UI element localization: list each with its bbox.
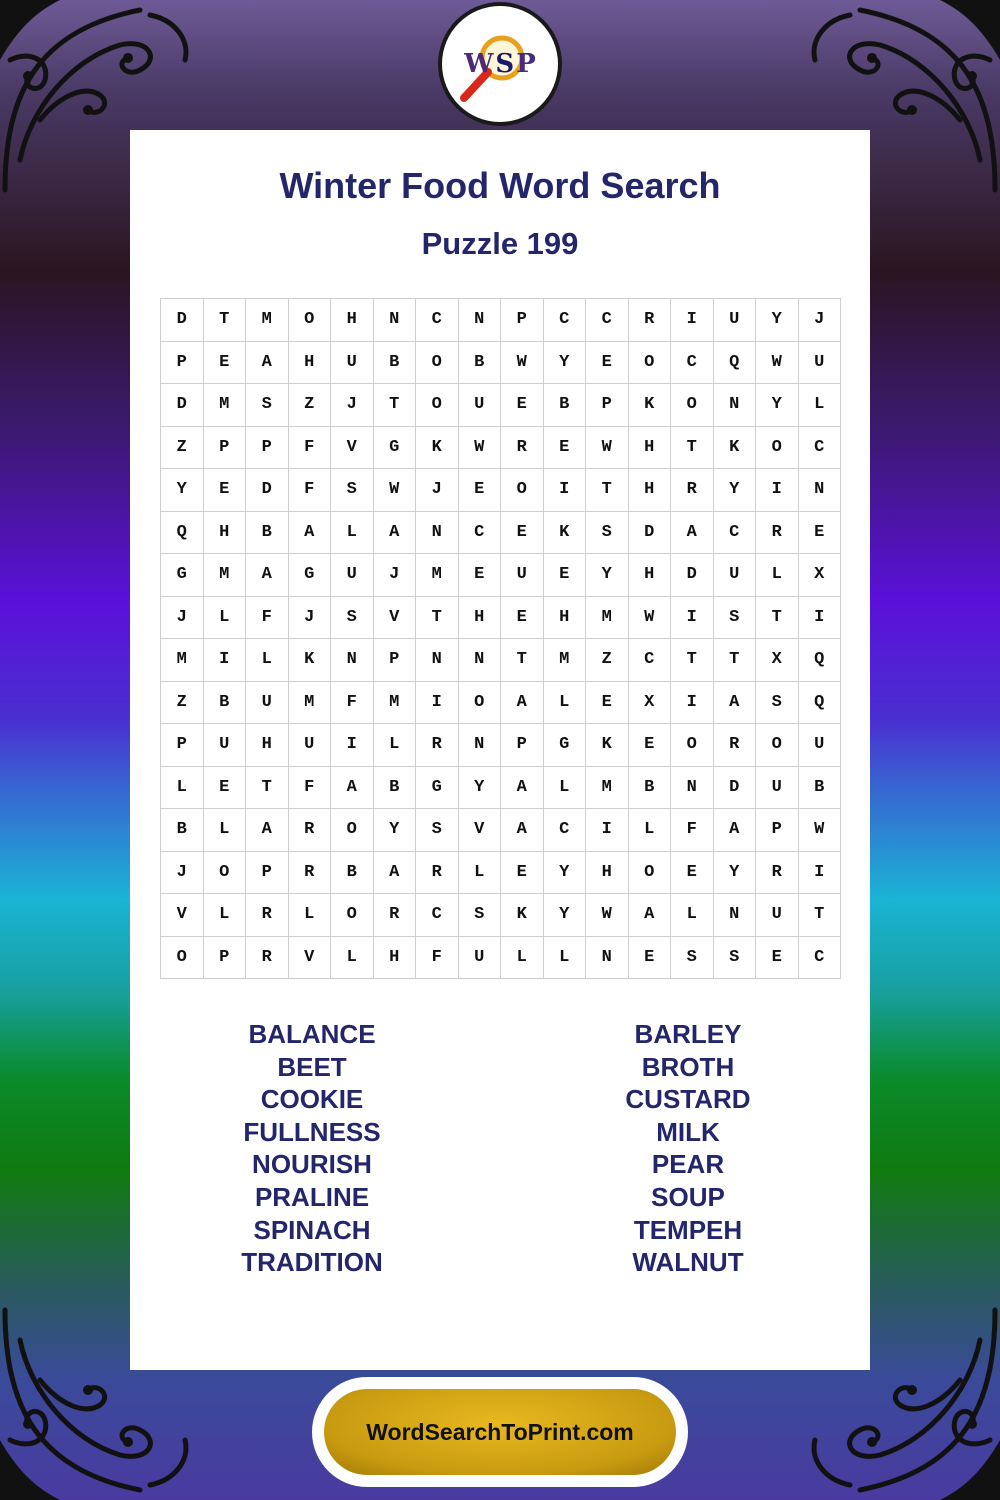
grid-cell[interactable]: U	[459, 384, 502, 427]
grid-cell[interactable]: L	[544, 682, 587, 725]
word-list-left	[200, 1018, 424, 1279]
grid-cell[interactable]: D	[714, 767, 757, 810]
grid-cell[interactable]: Y	[544, 852, 587, 895]
grid-cell[interactable]: V	[289, 937, 332, 980]
grid-cell[interactable]: R	[629, 299, 672, 342]
grid-cell[interactable]: X	[799, 554, 842, 597]
grid-cell[interactable]: N	[671, 767, 714, 810]
grid-cell[interactable]: O	[629, 852, 672, 895]
grid-cell[interactable]: L	[459, 852, 502, 895]
grid-cell[interactable]: H	[204, 512, 247, 555]
grid-cell[interactable]: N	[714, 894, 757, 937]
grid-cell[interactable]: A	[246, 554, 289, 597]
grid-cell[interactable]: G	[289, 554, 332, 597]
grid-cell[interactable]: L	[289, 894, 332, 937]
grid-cell[interactable]: M	[544, 639, 587, 682]
grid-cell[interactable]: E	[459, 469, 502, 512]
grid-cell[interactable]: G	[416, 767, 459, 810]
grid-cell[interactable]: F	[289, 767, 332, 810]
grid-cell[interactable]: T	[756, 597, 799, 640]
grid-cell[interactable]: B	[629, 767, 672, 810]
grid-cell[interactable]: N	[416, 639, 459, 682]
grid-cell[interactable]: U	[331, 554, 374, 597]
grid-cell[interactable]: R	[246, 937, 289, 980]
grid-cell[interactable]: F	[246, 597, 289, 640]
grid-cell[interactable]: N	[714, 384, 757, 427]
grid-cell[interactable]: I	[671, 299, 714, 342]
site-logo[interactable]	[438, 2, 562, 126]
grid-cell[interactable]: S	[331, 597, 374, 640]
grid-cell[interactable]: Y	[544, 342, 587, 385]
grid-cell[interactable]: B	[459, 342, 502, 385]
grid-cell[interactable]: F	[671, 809, 714, 852]
grid-cell[interactable]: G	[544, 724, 587, 767]
grid-cell[interactable]: R	[416, 852, 459, 895]
grid-cell[interactable]: E	[501, 852, 544, 895]
grid-cell[interactable]: O	[289, 299, 332, 342]
grid-cell[interactable]: N	[331, 639, 374, 682]
grid-cell[interactable]: C	[799, 937, 842, 980]
grid-cell[interactable]: P	[246, 852, 289, 895]
grid-cell[interactable]: A	[246, 809, 289, 852]
word-list-item: FULLNESS	[243, 1116, 381, 1147]
grid-cell[interactable]: H	[586, 852, 629, 895]
grid-cell[interactable]: E	[501, 512, 544, 555]
grid-cell[interactable]: H	[629, 427, 672, 470]
grid-cell[interactable]: L	[331, 512, 374, 555]
grid-cell[interactable]: T	[586, 469, 629, 512]
grid-cell[interactable]: U	[204, 724, 247, 767]
grid-cell[interactable]: D	[161, 299, 204, 342]
grid-cell[interactable]: W	[799, 809, 842, 852]
grid-cell[interactable]: O	[756, 427, 799, 470]
grid-cell[interactable]: E	[586, 682, 629, 725]
word-list-item: COOKIE	[260, 1084, 364, 1115]
grid-cell[interactable]: P	[586, 384, 629, 427]
grid-cell[interactable]: P	[501, 299, 544, 342]
grid-cell[interactable]: C	[416, 299, 459, 342]
grid-cell[interactable]: L	[799, 384, 842, 427]
grid-cell[interactable]: N	[459, 724, 502, 767]
website-link-label: WordSearchToPrint.com	[366, 1418, 634, 1445]
grid-cell[interactable]: P	[204, 937, 247, 980]
grid-cell[interactable]: M	[204, 554, 247, 597]
word-list-item: PRALINE	[254, 1181, 370, 1212]
word-list-item: BEET	[277, 1051, 347, 1082]
grid-cell[interactable]: N	[459, 299, 502, 342]
grid-cell[interactable]: S	[416, 809, 459, 852]
grid-cell[interactable]: L	[501, 937, 544, 980]
grid-cell[interactable]: T	[416, 597, 459, 640]
puzzle-panel	[130, 130, 870, 1370]
logo-letter-p: P	[516, 49, 536, 79]
grid-cell[interactable]: K	[629, 384, 672, 427]
grid-cell[interactable]: W	[459, 427, 502, 470]
grid-cell[interactable]: Q	[714, 342, 757, 385]
grid-cell[interactable]: C	[416, 894, 459, 937]
grid-cell[interactable]: E	[204, 469, 247, 512]
grid-cell[interactable]: L	[756, 554, 799, 597]
grid-cell[interactable]: H	[544, 597, 587, 640]
grid-cell[interactable]: B	[246, 512, 289, 555]
grid-cell[interactable]: Y	[544, 894, 587, 937]
grid-cell[interactable]: T	[714, 639, 757, 682]
grid-cell[interactable]: M	[204, 384, 247, 427]
grid-cell[interactable]: T	[671, 639, 714, 682]
grid-cell[interactable]: F	[289, 469, 332, 512]
grid-cell[interactable]: V	[374, 597, 417, 640]
grid-cell[interactable]: M	[161, 639, 204, 682]
grid-cell[interactable]: T	[671, 427, 714, 470]
word-list-item: SPINACH	[253, 1214, 371, 1245]
grid-cell[interactable]: O	[331, 894, 374, 937]
grid-cell[interactable]: P	[756, 809, 799, 852]
grid-cell[interactable]: Y	[714, 469, 757, 512]
grid-cell[interactable]: U	[799, 342, 842, 385]
grid-cell[interactable]: H	[374, 937, 417, 980]
grid-cell[interactable]: R	[246, 894, 289, 937]
grid-cell[interactable]: F	[331, 682, 374, 725]
footer-pill	[312, 1377, 688, 1487]
grid-cell[interactable]: M	[586, 597, 629, 640]
word-list-item: CUSTARD	[625, 1084, 751, 1115]
grid-cell[interactable]: E	[671, 852, 714, 895]
grid-cell[interactable]: A	[331, 767, 374, 810]
grid-cell[interactable]: E	[204, 767, 247, 810]
grid-cell[interactable]: R	[416, 724, 459, 767]
grid-cell[interactable]: K	[501, 894, 544, 937]
grid-cell[interactable]: I	[586, 809, 629, 852]
grid-cell[interactable]: K	[586, 724, 629, 767]
grid-cell[interactable]: Z	[161, 682, 204, 725]
grid-cell[interactable]: D	[629, 512, 672, 555]
grid-cell[interactable]: X	[629, 682, 672, 725]
grid-cell[interactable]: U	[756, 767, 799, 810]
grid-cell[interactable]: V	[331, 427, 374, 470]
grid-cell[interactable]: I	[204, 639, 247, 682]
grid-cell[interactable]: P	[501, 724, 544, 767]
grid-cell[interactable]: B	[161, 809, 204, 852]
grid-cell[interactable]: I	[799, 852, 842, 895]
grid-cell[interactable]: R	[671, 469, 714, 512]
grid-cell[interactable]: M	[416, 554, 459, 597]
grid-cell[interactable]: G	[161, 554, 204, 597]
letter-grid	[160, 298, 841, 979]
grid-cell[interactable]: Y	[756, 299, 799, 342]
grid-cell[interactable]: W	[501, 342, 544, 385]
grid-cell[interactable]: P	[204, 427, 247, 470]
grid-cell[interactable]: S	[714, 937, 757, 980]
grid-cell[interactable]: M	[374, 682, 417, 725]
grid-cell[interactable]: D	[671, 554, 714, 597]
grid-cell[interactable]: E	[544, 427, 587, 470]
grid-cell[interactable]: X	[756, 639, 799, 682]
grid-cell[interactable]: P	[161, 724, 204, 767]
grid-cell[interactable]: K	[714, 427, 757, 470]
grid-cell[interactable]: B	[204, 682, 247, 725]
grid-cell[interactable]: S	[586, 512, 629, 555]
word-list-item: BROTH	[641, 1051, 735, 1082]
grid-cell[interactable]: S	[331, 469, 374, 512]
grid-cell[interactable]: C	[586, 299, 629, 342]
grid-cell[interactable]: E	[629, 937, 672, 980]
grid-cell[interactable]: E	[756, 937, 799, 980]
grid-cell[interactable]: A	[246, 342, 289, 385]
grid-cell[interactable]: I	[416, 682, 459, 725]
grid-cell[interactable]: W	[629, 597, 672, 640]
grid-cell[interactable]: L	[671, 894, 714, 937]
grid-cell[interactable]: J	[331, 384, 374, 427]
grid-cell[interactable]: O	[459, 682, 502, 725]
grid-cell[interactable]: P	[246, 427, 289, 470]
grid-cell[interactable]: F	[289, 427, 332, 470]
grid-cell[interactable]: A	[671, 512, 714, 555]
grid-cell[interactable]: U	[756, 894, 799, 937]
grid-cell[interactable]: E	[544, 554, 587, 597]
grid-cell[interactable]: J	[161, 852, 204, 895]
grid-cell[interactable]: U	[459, 937, 502, 980]
grid-cell[interactable]: W	[586, 427, 629, 470]
word-list-item: NOURISH	[252, 1149, 372, 1180]
grid-cell[interactable]: Y	[586, 554, 629, 597]
grid-cell[interactable]: O	[204, 852, 247, 895]
grid-cell[interactable]: L	[204, 809, 247, 852]
grid-cell[interactable]: O	[756, 724, 799, 767]
grid-cell[interactable]: P	[374, 639, 417, 682]
grid-cell[interactable]: E	[799, 512, 842, 555]
grid-cell[interactable]: I	[331, 724, 374, 767]
grid-cell[interactable]: S	[714, 597, 757, 640]
grid-cell[interactable]: L	[204, 597, 247, 640]
grid-cell[interactable]: E	[204, 342, 247, 385]
grid-cell[interactable]: N	[416, 512, 459, 555]
grid-cell[interactable]: C	[671, 342, 714, 385]
grid-cell[interactable]: L	[331, 937, 374, 980]
grid-cell[interactable]: E	[501, 384, 544, 427]
word-list-item: WALNUT	[632, 1247, 744, 1278]
grid-cell[interactable]: S	[671, 937, 714, 980]
grid-cell[interactable]: F	[416, 937, 459, 980]
grid-cell[interactable]: U	[714, 554, 757, 597]
grid-cell[interactable]: G	[374, 427, 417, 470]
grid-cell[interactable]: J	[416, 469, 459, 512]
grid-cell[interactable]: I	[799, 597, 842, 640]
grid-cell[interactable]: C	[459, 512, 502, 555]
grid-cell[interactable]: Z	[586, 639, 629, 682]
grid-cell[interactable]: S	[246, 384, 289, 427]
grid-cell[interactable]: H	[629, 554, 672, 597]
grid-cell[interactable]: R	[756, 512, 799, 555]
grid-cell[interactable]: L	[246, 639, 289, 682]
grid-cell[interactable]: P	[161, 342, 204, 385]
grid-cell[interactable]: I	[671, 597, 714, 640]
grid-cell[interactable]: W	[756, 342, 799, 385]
grid-cell[interactable]: L	[204, 894, 247, 937]
word-list-item: TEMPEH	[633, 1214, 743, 1245]
grid-cell[interactable]: Y	[374, 809, 417, 852]
page-title: Winter Food Word Search	[279, 165, 721, 206]
grid-cell[interactable]: R	[756, 852, 799, 895]
grid-cell[interactable]: J	[799, 299, 842, 342]
grid-cell[interactable]: T	[799, 894, 842, 937]
grid-cell[interactable]: A	[714, 682, 757, 725]
grid-cell[interactable]: T	[246, 767, 289, 810]
word-list-item: SOUP	[651, 1181, 725, 1212]
grid-cell[interactable]: E	[586, 342, 629, 385]
grid-cell[interactable]: R	[374, 894, 417, 937]
grid-cell[interactable]: B	[374, 342, 417, 385]
grid-cell[interactable]: O	[671, 724, 714, 767]
grid-cell[interactable]: N	[459, 639, 502, 682]
grid-cell[interactable]: U	[246, 682, 289, 725]
grid-cell[interactable]: A	[714, 809, 757, 852]
grid-cell[interactable]: A	[501, 809, 544, 852]
grid-cell[interactable]: I	[756, 469, 799, 512]
grid-cell[interactable]: C	[799, 427, 842, 470]
grid-cell[interactable]: E	[459, 554, 502, 597]
grid-cell[interactable]: H	[629, 469, 672, 512]
grid-cell[interactable]: H	[331, 299, 374, 342]
grid-cell[interactable]: J	[289, 597, 332, 640]
grid-cell[interactable]: E	[629, 724, 672, 767]
grid-cell[interactable]: S	[756, 682, 799, 725]
word-list-item: BARLEY	[634, 1019, 742, 1049]
grid-cell[interactable]: N	[586, 937, 629, 980]
grid-cell[interactable]: O	[629, 342, 672, 385]
grid-cell[interactable]: R	[714, 724, 757, 767]
grid-cell[interactable]: A	[374, 512, 417, 555]
grid-cell[interactable]: T	[204, 299, 247, 342]
grid-cell[interactable]: R	[289, 852, 332, 895]
grid-cell[interactable]: V	[161, 894, 204, 937]
grid-cell[interactable]: H	[459, 597, 502, 640]
grid-cell[interactable]: M	[289, 682, 332, 725]
grid-cell[interactable]: O	[331, 809, 374, 852]
grid-cell[interactable]: T	[501, 639, 544, 682]
logo-letter-w: W	[464, 49, 494, 79]
grid-cell[interactable]: O	[416, 342, 459, 385]
grid-cell[interactable]: U	[331, 342, 374, 385]
grid-cell[interactable]: N	[799, 469, 842, 512]
grid-cell[interactable]: H	[246, 724, 289, 767]
grid-cell[interactable]: I	[671, 682, 714, 725]
grid-cell[interactable]: A	[289, 512, 332, 555]
grid-cell[interactable]: R	[501, 427, 544, 470]
grid-cell[interactable]: T	[374, 384, 417, 427]
website-link-button[interactable]	[324, 1389, 676, 1475]
grid-cell[interactable]: I	[544, 469, 587, 512]
grid-cell[interactable]: H	[289, 342, 332, 385]
grid-cell[interactable]: O	[671, 384, 714, 427]
grid-cell[interactable]: U	[714, 299, 757, 342]
grid-cell[interactable]: J	[374, 554, 417, 597]
grid-cell[interactable]: K	[289, 639, 332, 682]
word-list-item: MILK	[656, 1116, 720, 1147]
grid-cell[interactable]: D	[246, 469, 289, 512]
grid-cell[interactable]: K	[544, 512, 587, 555]
grid-cell[interactable]: S	[459, 894, 502, 937]
grid-cell[interactable]: M	[246, 299, 289, 342]
grid-cell[interactable]: A	[501, 682, 544, 725]
grid-cell[interactable]: C	[544, 299, 587, 342]
grid-cell[interactable]: M	[586, 767, 629, 810]
grid-cell[interactable]: U	[501, 554, 544, 597]
grid-cell[interactable]: J	[161, 597, 204, 640]
grid-cell[interactable]: Y	[714, 852, 757, 895]
grid-cell[interactable]: Q	[161, 512, 204, 555]
grid-cell[interactable]: Y	[459, 767, 502, 810]
grid-cell[interactable]: W	[374, 469, 417, 512]
word-list-item: TRADITION	[241, 1247, 383, 1278]
grid-cell[interactable]: C	[544, 809, 587, 852]
word-list-item: PEAR	[651, 1149, 725, 1180]
grid-cell[interactable]: L	[161, 767, 204, 810]
grid-cell[interactable]: R	[289, 809, 332, 852]
grid-cell[interactable]: Y	[756, 384, 799, 427]
grid-cell[interactable]: A	[629, 894, 672, 937]
grid-cell[interactable]: N	[374, 299, 417, 342]
grid-cell[interactable]: U	[289, 724, 332, 767]
grid-cell[interactable]: O	[501, 469, 544, 512]
grid-cell[interactable]: L	[544, 937, 587, 980]
grid-cell[interactable]: A	[374, 852, 417, 895]
word-list-right	[576, 1018, 800, 1279]
grid-cell[interactable]: O	[161, 937, 204, 980]
grid-cell[interactable]: L	[544, 767, 587, 810]
grid-cell[interactable]: Y	[161, 469, 204, 512]
grid-cell[interactable]: O	[416, 384, 459, 427]
grid-cell[interactable]: C	[629, 639, 672, 682]
grid-cell[interactable]: A	[501, 767, 544, 810]
logo-badge	[442, 6, 558, 122]
logo-letters	[464, 49, 536, 79]
grid-cell[interactable]: Z	[289, 384, 332, 427]
grid-cell[interactable]: B	[374, 767, 417, 810]
grid-cell[interactable]: Z	[161, 427, 204, 470]
grid-cell[interactable]: B	[331, 852, 374, 895]
grid-cell[interactable]: W	[586, 894, 629, 937]
grid-cell[interactable]: B	[544, 384, 587, 427]
grid-cell[interactable]: L	[629, 809, 672, 852]
grid-cell[interactable]: E	[501, 597, 544, 640]
grid-cell[interactable]: D	[161, 384, 204, 427]
logo-letter-s: S	[495, 49, 515, 79]
grid-cell[interactable]: L	[374, 724, 417, 767]
grid-cell[interactable]: C	[714, 512, 757, 555]
grid-cell[interactable]: Q	[799, 682, 842, 725]
word-list-item: BALANCE	[248, 1019, 376, 1049]
grid-cell[interactable]: K	[416, 427, 459, 470]
grid-cell[interactable]: Q	[799, 639, 842, 682]
grid-cell[interactable]: B	[799, 767, 842, 810]
grid-cell[interactable]: U	[799, 724, 842, 767]
grid-cell[interactable]: V	[459, 809, 502, 852]
puzzle-number: Puzzle 199	[421, 226, 579, 261]
